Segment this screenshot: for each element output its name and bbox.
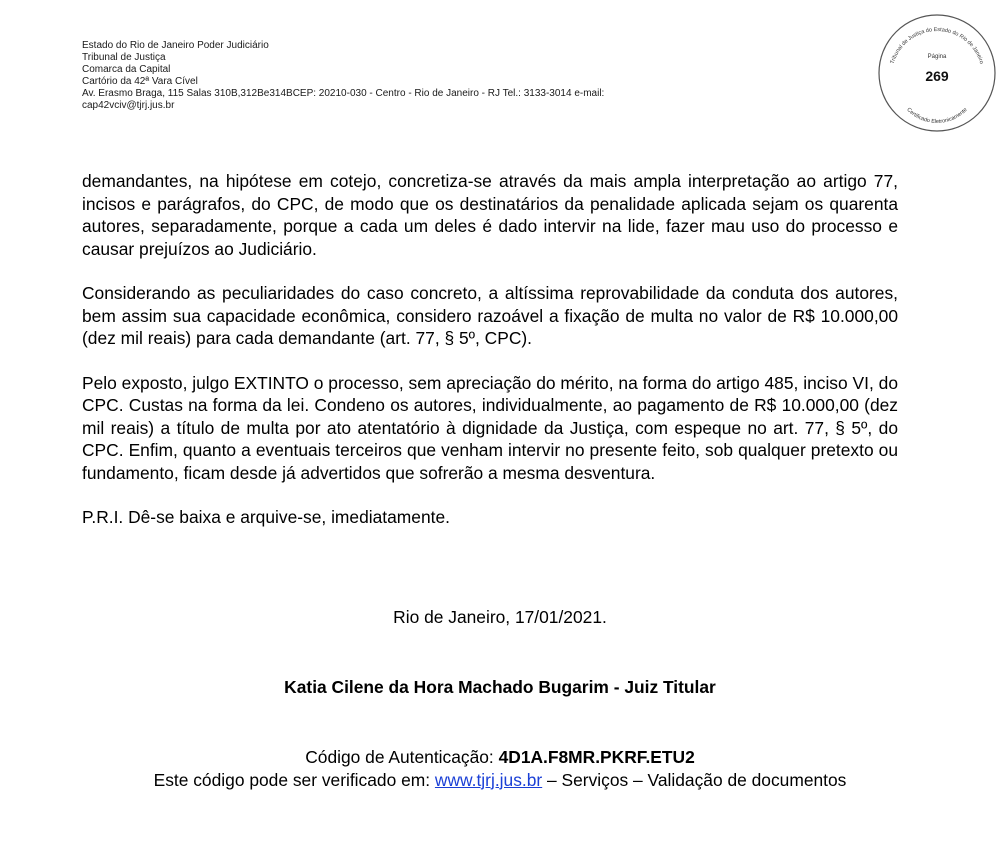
date-line: Rio de Janeiro, 17/01/2021. xyxy=(393,607,607,627)
header-line-state: Estado do Rio de Janeiro Poder Judiciário xyxy=(82,40,269,51)
document-header xyxy=(82,40,842,112)
paragraph-fine-amount: Considerando as peculiaridades do caso concreto, a altíssima reprovabilidade da conduta dos autores, bem assim sua capacidade econômica, considero razoável a fixação de multa no valor de R$ 10.000,00 (dez mil reais) para cada demandante (art. 77, § 5º, CPC). xyxy=(82,283,898,348)
verification-prefix: Este código pode ser verificado em: xyxy=(153,769,435,790)
header-line-registry: Cartório da 42ª Vara Cível xyxy=(82,76,198,87)
paragraph-pri: P.R.I. Dê-se baixa e arquive-se, imediatamente. xyxy=(82,507,450,527)
page-stamp xyxy=(874,10,1000,136)
signer-name: Katia Cilene da Hora Machado Bugarim - Juiz Titular xyxy=(284,677,716,697)
authentication-block xyxy=(0,746,1000,791)
header-line-address: Av. Erasmo Braga, 115 Salas 310B,312Be314BCEP: 20210-030 - Centro - Rio de Janeiro - RJ Tel.: 3133-3014 e-mail: xyxy=(82,88,605,99)
verification-link[interactable]: www.tjrj.jus.br xyxy=(434,769,543,790)
authentication-label: Código de Autenticação: xyxy=(305,747,499,767)
stamp-label: Página xyxy=(927,54,947,60)
authentication-code-line xyxy=(0,746,1000,769)
paragraph-penalty-scope: demandantes, na hipótese em cotejo, concretiza-se através da mais ampla interpretação ao artigo 77, incisos e parágrafos, do CPC, de modo que os destinatários da penalidade aplicada sejam os quarenta autores, separadamente, porque a cada um deles é dado intervir na lide, fazer mau uso do processo e causar prejuízos ao Judiciário. xyxy=(82,171,898,259)
verification-suffix: – Serviços – Validação de documentos xyxy=(542,769,847,790)
header-line-email: cap42vciv@tjrj.jus.br xyxy=(82,100,175,111)
header-line-district: Comarca da Capital xyxy=(82,64,171,75)
document-body xyxy=(82,170,898,551)
stamp-arc-bottom: Certificado Eletronicamente xyxy=(905,106,969,126)
stamp-page-number: 269 xyxy=(925,68,949,84)
verification-line xyxy=(0,769,1000,792)
header-line-court: Tribunal de Justiça xyxy=(82,52,166,63)
authentication-code: 4D1A.F8MR.PKRF.ETU2 xyxy=(498,747,695,767)
paragraph-ruling: Pelo exposto, julgo EXTINTO o processo, sem apreciação do mérito, na forma do artigo 485, inciso VI, do CPC. Custas na forma da lei. Condeno os autores, individualmente, ao pagamento de R$ 10.000,00 (dez mil reais) a título de multa por ato atentatório à dignidade da Justiça, com espeque no art. 77, § 5º, do CPC. Enfim, quanto a eventuais terceiros que venham intervir no presente feito, sob qualquer pretexto ou fundamento, ficam desde já advertidos que sofrerão a mesma desventura. xyxy=(82,372,898,483)
stamp-arc-top: Tribunal de Justiça do Estado do Rio de Janeiro xyxy=(889,26,985,65)
